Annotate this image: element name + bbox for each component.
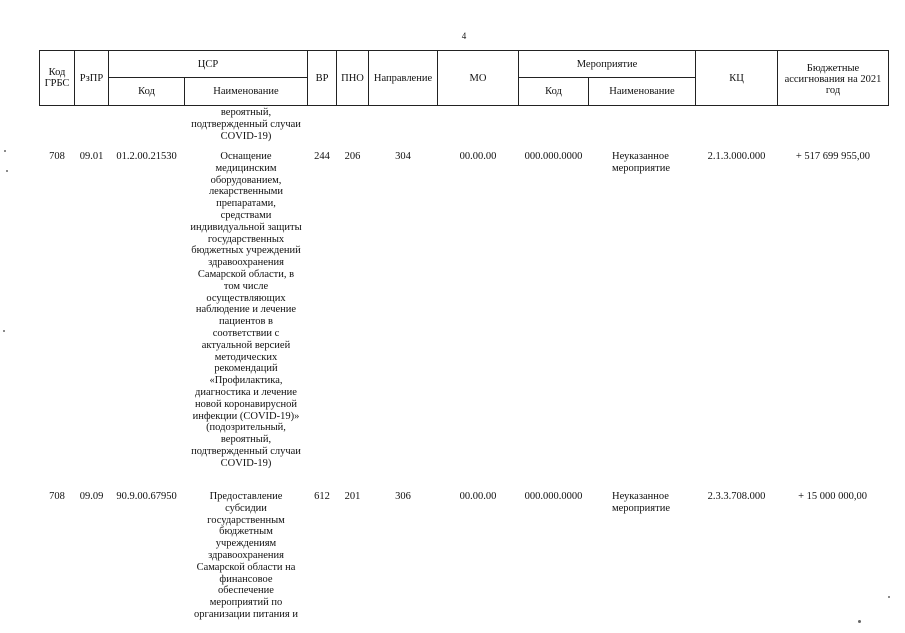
- continuation-text: вероятный, подтвержденный случаи COVID-19): [191, 107, 301, 142]
- cell-napravlenie: 304: [395, 151, 411, 162]
- cell-vr: 244: [314, 151, 330, 162]
- cell-vr: 612: [314, 491, 330, 502]
- header-vr: ВР: [315, 72, 329, 84]
- header-meropriyatie: Мероприятие: [576, 58, 638, 70]
- cell-pno: 206: [344, 151, 361, 162]
- header-budget: Бюджетные ассигнования на 2021 год: [784, 62, 882, 96]
- cell-naimenovanie: Предоставление субсидии государственным бюджетным учреждениям здравоохранения Самарской области на финансовое обеспечение мероприятий по организации питания и: [194, 491, 298, 620]
- header-col-border: [888, 50, 889, 106]
- cell-rzpr: 09.01: [79, 151, 104, 162]
- cell-pno: 201: [344, 491, 361, 502]
- cell-naimenovanie: Оснащение медицинским оборудованием, лекарственными препаратами, средствами индивидуальной защиты государственных бюджетных учреждений здравоохранения Самарской области, в том числе осуществляющих наблюдение и лечение пациентов в соответствии с актуальной версией методических рекомендаций «Профилактика, диагностика и лечение новой коронавирусной инфекции (COVID-19)» (подозрительный, вероятный, подтвержденный случаи COVID-19): [190, 151, 302, 469]
- cell-mer-kod: 000.000.0000: [524, 151, 583, 162]
- scan-speck: [4, 150, 6, 152]
- scan-speck: [858, 620, 861, 623]
- cell-kc: 2.1.3.000.000: [707, 151, 766, 162]
- cell-csr-kod: 90.9.00.67950: [116, 491, 177, 502]
- cell-kc: 2.3.3.708.000: [707, 491, 766, 502]
- header-pno: ПНО: [341, 72, 364, 84]
- cell-napravlenie: 306: [395, 491, 411, 502]
- cell-grbs: 708: [49, 491, 65, 502]
- header-kod-grbs: Код ГРБС: [44, 67, 70, 89]
- cell-rzpr: 09.09: [79, 491, 104, 502]
- header-mo: МО: [469, 72, 487, 84]
- header-col-border: [777, 50, 778, 106]
- cell-mer-naimenovanie: Неуказанное мероприятие: [612, 151, 670, 174]
- header-rzpr: РзПР: [79, 72, 104, 84]
- cell-mer-naimenovanie: Неуказанное мероприятие: [612, 491, 670, 514]
- cell-csr-kod: 01.2.00.21530: [116, 151, 177, 162]
- header-kc: КЦ: [729, 72, 744, 84]
- header-csr-naimenovanie: Наименование: [213, 86, 279, 97]
- scan-speck: [6, 170, 8, 172]
- header-mer-kod: Код: [545, 86, 562, 97]
- scan-speck: [888, 596, 890, 598]
- cell-summa: + 517 699 955,00: [795, 151, 870, 162]
- header-napravlenie: Направление: [373, 72, 433, 84]
- scan-speck: [3, 330, 5, 332]
- cell-mer-kod: 000.000.0000: [524, 491, 583, 502]
- cell-mo: 00.00.00: [459, 151, 497, 162]
- header-mer-naimenovanie: Наименование: [609, 86, 675, 97]
- header-csr-kod: Код: [138, 86, 155, 97]
- cell-summa: + 15 000 000,00: [798, 491, 867, 502]
- page-number: 4: [461, 31, 467, 41]
- header-csr: ЦСР: [197, 58, 219, 70]
- cell-grbs: 708: [49, 151, 65, 162]
- header-bottom-border: [39, 105, 889, 106]
- cell-mo: 00.00.00: [459, 491, 497, 502]
